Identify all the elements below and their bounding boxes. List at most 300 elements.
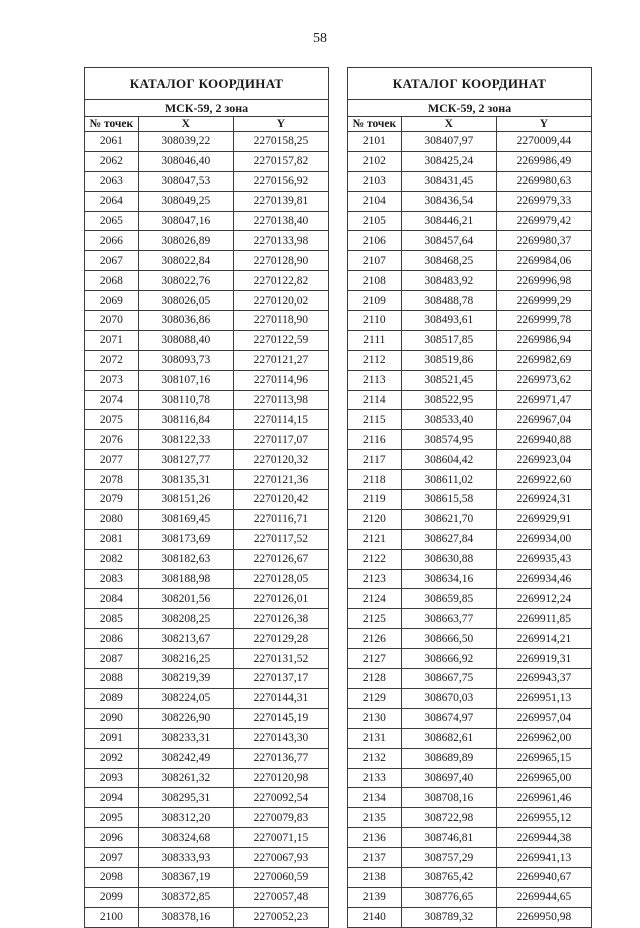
page-number: 58 (313, 31, 327, 46)
x-coordinate-cell: 308047,16 (138, 211, 233, 231)
y-coordinate-cell: 2270136,77 (233, 748, 328, 768)
table-row (85, 350, 329, 370)
point-number-cell: 2108 (348, 271, 402, 291)
y-coordinate-cell: 2270144,31 (233, 688, 328, 708)
x-coordinate-cell: 308233,31 (138, 728, 233, 748)
point-number-cell: 2064 (85, 191, 139, 211)
table-row (85, 529, 329, 549)
y-coordinate-cell: 2269944,65 (496, 887, 591, 907)
point-number-cell: 2139 (348, 887, 402, 907)
point-number-cell: 2118 (348, 470, 402, 490)
table-row (348, 669, 592, 689)
y-coordinate-cell: 2270157,82 (233, 151, 328, 171)
table-title: КАТАЛОГ КООРДИНАТ (85, 68, 329, 100)
table-row (348, 768, 592, 788)
x-coordinate-cell: 308483,92 (401, 271, 496, 291)
y-coordinate-cell: 2270009,44 (496, 132, 591, 152)
table-row (85, 629, 329, 649)
y-coordinate-cell: 2269922,60 (496, 470, 591, 490)
point-number-cell: 2131 (348, 728, 402, 748)
table-row (85, 569, 329, 589)
table-row (348, 370, 592, 390)
y-coordinate-cell: 2270116,71 (233, 509, 328, 529)
table-row (348, 450, 592, 470)
table-row (85, 609, 329, 629)
point-number-cell: 2122 (348, 549, 402, 569)
table-row (348, 410, 592, 430)
x-coordinate-cell: 308765,42 (401, 867, 496, 887)
y-coordinate-cell: 2269996,98 (496, 271, 591, 291)
x-coordinate-cell: 308615,58 (401, 490, 496, 510)
x-coordinate-cell: 308088,40 (138, 330, 233, 350)
y-coordinate-cell: 2269929,91 (496, 509, 591, 529)
y-coordinate-cell: 2269967,04 (496, 410, 591, 430)
table-row (85, 430, 329, 450)
y-coordinate-cell: 2269935,43 (496, 549, 591, 569)
point-number-cell: 2074 (85, 390, 139, 410)
table-row (348, 330, 592, 350)
y-coordinate-cell: 2270126,67 (233, 549, 328, 569)
table-row (85, 728, 329, 748)
x-coordinate-cell: 308312,20 (138, 808, 233, 828)
point-number-cell: 2133 (348, 768, 402, 788)
point-number-cell: 2127 (348, 649, 402, 669)
y-coordinate-cell: 2269986,94 (496, 330, 591, 350)
x-coordinate-cell: 308533,40 (401, 410, 496, 430)
y-coordinate-cell: 2270114,15 (233, 410, 328, 430)
x-coordinate-cell: 308789,32 (401, 907, 496, 927)
x-coordinate-cell: 308046,40 (138, 151, 233, 171)
table-row (348, 867, 592, 887)
point-number-cell: 2101 (348, 132, 402, 152)
x-coordinate-cell: 308182,63 (138, 549, 233, 569)
table-row (85, 211, 329, 231)
table-row (348, 231, 592, 251)
table-row (85, 410, 329, 430)
point-number-cell: 2123 (348, 569, 402, 589)
y-coordinate-cell: 2269914,21 (496, 629, 591, 649)
point-number-cell: 2096 (85, 828, 139, 848)
table-row (348, 211, 592, 231)
x-coordinate-cell: 308036,86 (138, 311, 233, 331)
column-header-y: Y (496, 117, 591, 132)
table-row (85, 688, 329, 708)
y-coordinate-cell: 2270057,48 (233, 887, 328, 907)
point-number-cell: 2071 (85, 330, 139, 350)
point-number-cell: 2062 (85, 151, 139, 171)
table-row (85, 291, 329, 311)
point-number-cell: 2112 (348, 350, 402, 370)
x-coordinate-cell: 308431,45 (401, 171, 496, 191)
y-coordinate-cell: 2270120,32 (233, 450, 328, 470)
point-number-cell: 2098 (85, 867, 139, 887)
y-coordinate-cell: 2270128,05 (233, 569, 328, 589)
y-coordinate-cell: 2270145,19 (233, 708, 328, 728)
point-number-cell: 2088 (85, 669, 139, 689)
x-coordinate-cell: 308611,02 (401, 470, 496, 490)
column-header-point-number: № точек (85, 117, 139, 132)
x-coordinate-cell: 308324,68 (138, 828, 233, 848)
point-number-cell: 2090 (85, 708, 139, 728)
table-row (348, 251, 592, 271)
point-number-cell: 2137 (348, 848, 402, 868)
point-number-cell: 2069 (85, 291, 139, 311)
y-coordinate-cell: 2270158,25 (233, 132, 328, 152)
table-row (348, 171, 592, 191)
table-row (348, 132, 592, 152)
y-coordinate-cell: 2270079,83 (233, 808, 328, 828)
y-coordinate-cell: 2270117,07 (233, 430, 328, 450)
table-row (85, 887, 329, 907)
y-coordinate-cell: 2270122,59 (233, 330, 328, 350)
y-coordinate-cell: 2270120,98 (233, 768, 328, 788)
point-number-cell: 2078 (85, 470, 139, 490)
point-number-cell: 2116 (348, 430, 402, 450)
table-row (348, 509, 592, 529)
point-number-cell: 2130 (348, 708, 402, 728)
table-row (85, 708, 329, 728)
y-coordinate-cell: 2270117,52 (233, 529, 328, 549)
table-row (85, 748, 329, 768)
y-coordinate-cell: 2269982,69 (496, 350, 591, 370)
point-number-cell: 2077 (85, 450, 139, 470)
y-coordinate-cell: 2270138,40 (233, 211, 328, 231)
table-row (85, 171, 329, 191)
x-coordinate-cell: 308107,16 (138, 370, 233, 390)
point-number-cell: 2067 (85, 251, 139, 271)
y-coordinate-cell: 2269999,78 (496, 311, 591, 331)
table-row (348, 350, 592, 370)
x-coordinate-cell: 308697,40 (401, 768, 496, 788)
point-number-cell: 2132 (348, 748, 402, 768)
y-coordinate-cell: 2270131,52 (233, 649, 328, 669)
point-number-cell: 2129 (348, 688, 402, 708)
x-coordinate-cell: 308049,25 (138, 191, 233, 211)
y-coordinate-cell: 2269940,67 (496, 867, 591, 887)
x-coordinate-cell: 308110,78 (138, 390, 233, 410)
x-coordinate-cell: 308682,61 (401, 728, 496, 748)
x-coordinate-cell: 308219,39 (138, 669, 233, 689)
x-coordinate-cell: 308026,89 (138, 231, 233, 251)
point-number-cell: 2138 (348, 867, 402, 887)
table-row (85, 788, 329, 808)
x-coordinate-cell: 308670,03 (401, 688, 496, 708)
y-coordinate-cell: 2270060,59 (233, 867, 328, 887)
column-header-y: Y (233, 117, 328, 132)
y-coordinate-cell: 2269934,00 (496, 529, 591, 549)
table-body (85, 132, 329, 928)
y-coordinate-cell: 2270121,27 (233, 350, 328, 370)
point-number-cell: 2140 (348, 907, 402, 927)
y-coordinate-cell: 2269911,85 (496, 609, 591, 629)
point-number-cell: 2126 (348, 629, 402, 649)
x-coordinate-cell: 308757,29 (401, 848, 496, 868)
column-header-x: X (138, 117, 233, 132)
table-row (85, 251, 329, 271)
point-number-cell: 2091 (85, 728, 139, 748)
point-number-cell: 2121 (348, 529, 402, 549)
table-row (85, 231, 329, 251)
x-coordinate-cell: 308169,45 (138, 509, 233, 529)
point-number-cell: 2125 (348, 609, 402, 629)
x-coordinate-cell: 308488,78 (401, 291, 496, 311)
point-number-cell: 2110 (348, 311, 402, 331)
x-coordinate-cell: 308022,84 (138, 251, 233, 271)
x-coordinate-cell: 308604,42 (401, 450, 496, 470)
table-row (348, 191, 592, 211)
table-row (85, 271, 329, 291)
table-row (85, 470, 329, 490)
point-number-cell: 2083 (85, 569, 139, 589)
table-row (348, 828, 592, 848)
y-coordinate-cell: 2270114,96 (233, 370, 328, 390)
x-coordinate-cell: 308746,81 (401, 828, 496, 848)
table-row (85, 589, 329, 609)
table-row (348, 430, 592, 450)
x-coordinate-cell: 308093,73 (138, 350, 233, 370)
point-number-cell: 2105 (348, 211, 402, 231)
y-coordinate-cell: 2270052,23 (233, 907, 328, 927)
x-coordinate-cell: 308208,25 (138, 609, 233, 629)
table-row (85, 907, 329, 927)
x-coordinate-cell: 308776,65 (401, 887, 496, 907)
point-number-cell: 2070 (85, 311, 139, 331)
table-row (85, 867, 329, 887)
table-row (85, 311, 329, 331)
table-row (85, 848, 329, 868)
table-body (348, 132, 592, 928)
x-coordinate-cell: 308627,84 (401, 529, 496, 549)
y-coordinate-cell: 2269955,12 (496, 808, 591, 828)
table-row (348, 271, 592, 291)
column-header-point-number: № точек (348, 117, 402, 132)
y-coordinate-cell: 2269965,00 (496, 768, 591, 788)
point-number-cell: 2135 (348, 808, 402, 828)
point-number-cell: 2079 (85, 490, 139, 510)
x-coordinate-cell: 308689,89 (401, 748, 496, 768)
y-coordinate-cell: 2270122,82 (233, 271, 328, 291)
point-number-cell: 2084 (85, 589, 139, 609)
table-row (348, 390, 592, 410)
y-coordinate-cell: 2269980,63 (496, 171, 591, 191)
x-coordinate-cell: 308242,49 (138, 748, 233, 768)
point-number-cell: 2089 (85, 688, 139, 708)
point-number-cell: 2080 (85, 509, 139, 529)
x-coordinate-cell: 308372,85 (138, 887, 233, 907)
x-coordinate-cell: 308226,90 (138, 708, 233, 728)
x-coordinate-cell: 308659,85 (401, 589, 496, 609)
y-coordinate-cell: 2270129,28 (233, 629, 328, 649)
point-number-cell: 2061 (85, 132, 139, 152)
x-coordinate-cell: 308022,76 (138, 271, 233, 291)
y-coordinate-cell: 2269957,04 (496, 708, 591, 728)
table-row (348, 808, 592, 828)
x-coordinate-cell: 308468,25 (401, 251, 496, 271)
x-coordinate-cell: 308517,85 (401, 330, 496, 350)
table-row (348, 609, 592, 629)
x-coordinate-cell: 308522,95 (401, 390, 496, 410)
table-row (85, 649, 329, 669)
y-coordinate-cell: 2269940,88 (496, 430, 591, 450)
column-header-x: X (401, 117, 496, 132)
point-number-cell: 2066 (85, 231, 139, 251)
point-number-cell: 2073 (85, 370, 139, 390)
x-coordinate-cell: 308378,16 (138, 907, 233, 927)
x-coordinate-cell: 308519,86 (401, 350, 496, 370)
y-coordinate-cell: 2269951,13 (496, 688, 591, 708)
table-zone: МСК-59, 2 зона (85, 100, 329, 117)
table-row (348, 887, 592, 907)
table-row (348, 569, 592, 589)
point-number-cell: 2124 (348, 589, 402, 609)
point-number-cell: 2102 (348, 151, 402, 171)
point-number-cell: 2103 (348, 171, 402, 191)
point-number-cell: 2106 (348, 231, 402, 251)
x-coordinate-cell: 308634,16 (401, 569, 496, 589)
x-coordinate-cell: 308407,97 (401, 132, 496, 152)
table-row (348, 589, 592, 609)
point-number-cell: 2068 (85, 271, 139, 291)
x-coordinate-cell: 308663,77 (401, 609, 496, 629)
x-coordinate-cell: 308039,22 (138, 132, 233, 152)
x-coordinate-cell: 308333,93 (138, 848, 233, 868)
y-coordinate-cell: 2270133,98 (233, 231, 328, 251)
y-coordinate-cell: 2269979,42 (496, 211, 591, 231)
point-number-cell: 2115 (348, 410, 402, 430)
y-coordinate-cell: 2270126,38 (233, 609, 328, 629)
point-number-cell: 2092 (85, 748, 139, 768)
table-row (348, 748, 592, 768)
point-number-cell: 2085 (85, 609, 139, 629)
point-number-cell: 2107 (348, 251, 402, 271)
point-number-cell: 2094 (85, 788, 139, 808)
y-coordinate-cell: 2270139,81 (233, 191, 328, 211)
point-number-cell: 2113 (348, 370, 402, 390)
point-number-cell: 2128 (348, 669, 402, 689)
y-coordinate-cell: 2269961,46 (496, 788, 591, 808)
point-number-cell: 2111 (348, 330, 402, 350)
table-row (85, 390, 329, 410)
x-coordinate-cell: 308127,77 (138, 450, 233, 470)
table-row (85, 330, 329, 350)
y-coordinate-cell: 2270143,30 (233, 728, 328, 748)
x-coordinate-cell: 308213,67 (138, 629, 233, 649)
x-coordinate-cell: 308574,95 (401, 430, 496, 450)
y-coordinate-cell: 2270120,42 (233, 490, 328, 510)
point-number-cell: 2100 (85, 907, 139, 927)
y-coordinate-cell: 2270121,36 (233, 470, 328, 490)
y-coordinate-cell: 2270067,93 (233, 848, 328, 868)
x-coordinate-cell: 308173,69 (138, 529, 233, 549)
point-number-cell: 2081 (85, 529, 139, 549)
table-row (348, 549, 592, 569)
y-coordinate-cell: 2269941,13 (496, 848, 591, 868)
y-coordinate-cell: 2270120,02 (233, 291, 328, 311)
y-coordinate-cell: 2270092,54 (233, 788, 328, 808)
point-number-cell: 2095 (85, 808, 139, 828)
x-coordinate-cell: 308674,97 (401, 708, 496, 728)
coordinate-catalog-table-right (347, 67, 592, 928)
x-coordinate-cell: 308666,50 (401, 629, 496, 649)
x-coordinate-cell: 308708,16 (401, 788, 496, 808)
y-coordinate-cell: 2270071,15 (233, 828, 328, 848)
table-row (85, 450, 329, 470)
x-coordinate-cell: 308135,31 (138, 470, 233, 490)
x-coordinate-cell: 308722,98 (401, 808, 496, 828)
y-coordinate-cell: 2269999,29 (496, 291, 591, 311)
point-number-cell: 2120 (348, 509, 402, 529)
x-coordinate-cell: 308188,98 (138, 569, 233, 589)
point-number-cell: 2093 (85, 768, 139, 788)
point-number-cell: 2134 (348, 788, 402, 808)
y-coordinate-cell: 2269962,00 (496, 728, 591, 748)
table-zone: МСК-59, 2 зона (348, 100, 592, 117)
point-number-cell: 2119 (348, 490, 402, 510)
y-coordinate-cell: 2270118,90 (233, 311, 328, 331)
y-coordinate-cell: 2269934,46 (496, 569, 591, 589)
table-row (348, 629, 592, 649)
x-coordinate-cell: 308224,05 (138, 688, 233, 708)
table-row (85, 549, 329, 569)
x-coordinate-cell: 308216,25 (138, 649, 233, 669)
x-coordinate-cell: 308367,19 (138, 867, 233, 887)
y-coordinate-cell: 2269923,04 (496, 450, 591, 470)
point-number-cell: 2087 (85, 649, 139, 669)
table-row (348, 907, 592, 927)
table-row (348, 728, 592, 748)
point-number-cell: 2117 (348, 450, 402, 470)
point-number-cell: 2109 (348, 291, 402, 311)
table-row (348, 848, 592, 868)
y-coordinate-cell: 2269984,06 (496, 251, 591, 271)
table-row (85, 370, 329, 390)
point-number-cell: 2063 (85, 171, 139, 191)
y-coordinate-cell: 2270137,17 (233, 669, 328, 689)
x-coordinate-cell: 308457,64 (401, 231, 496, 251)
table-row (348, 529, 592, 549)
table-row (85, 509, 329, 529)
x-coordinate-cell: 308425,24 (401, 151, 496, 171)
point-number-cell: 2097 (85, 848, 139, 868)
table-row (85, 828, 329, 848)
x-coordinate-cell: 308295,31 (138, 788, 233, 808)
table-row (348, 291, 592, 311)
point-number-cell: 2065 (85, 211, 139, 231)
coordinate-catalog-table-left (84, 67, 329, 928)
y-coordinate-cell: 2269965,15 (496, 748, 591, 768)
table-row (348, 490, 592, 510)
x-coordinate-cell: 308151,26 (138, 490, 233, 510)
y-coordinate-cell: 2270156,92 (233, 171, 328, 191)
table-row (348, 151, 592, 171)
y-coordinate-cell: 2269912,24 (496, 589, 591, 609)
y-coordinate-cell: 2269986,49 (496, 151, 591, 171)
y-coordinate-cell: 2270113,98 (233, 390, 328, 410)
x-coordinate-cell: 308630,88 (401, 549, 496, 569)
table-row (85, 191, 329, 211)
table-row (348, 788, 592, 808)
y-coordinate-cell: 2269980,37 (496, 231, 591, 251)
y-coordinate-cell: 2269971,47 (496, 390, 591, 410)
x-coordinate-cell: 308026,05 (138, 291, 233, 311)
y-coordinate-cell: 2269944,38 (496, 828, 591, 848)
x-coordinate-cell: 308436,54 (401, 191, 496, 211)
point-number-cell: 2099 (85, 887, 139, 907)
x-coordinate-cell: 308122,33 (138, 430, 233, 450)
x-coordinate-cell: 308667,75 (401, 669, 496, 689)
x-coordinate-cell: 308446,21 (401, 211, 496, 231)
y-coordinate-cell: 2269950,98 (496, 907, 591, 927)
